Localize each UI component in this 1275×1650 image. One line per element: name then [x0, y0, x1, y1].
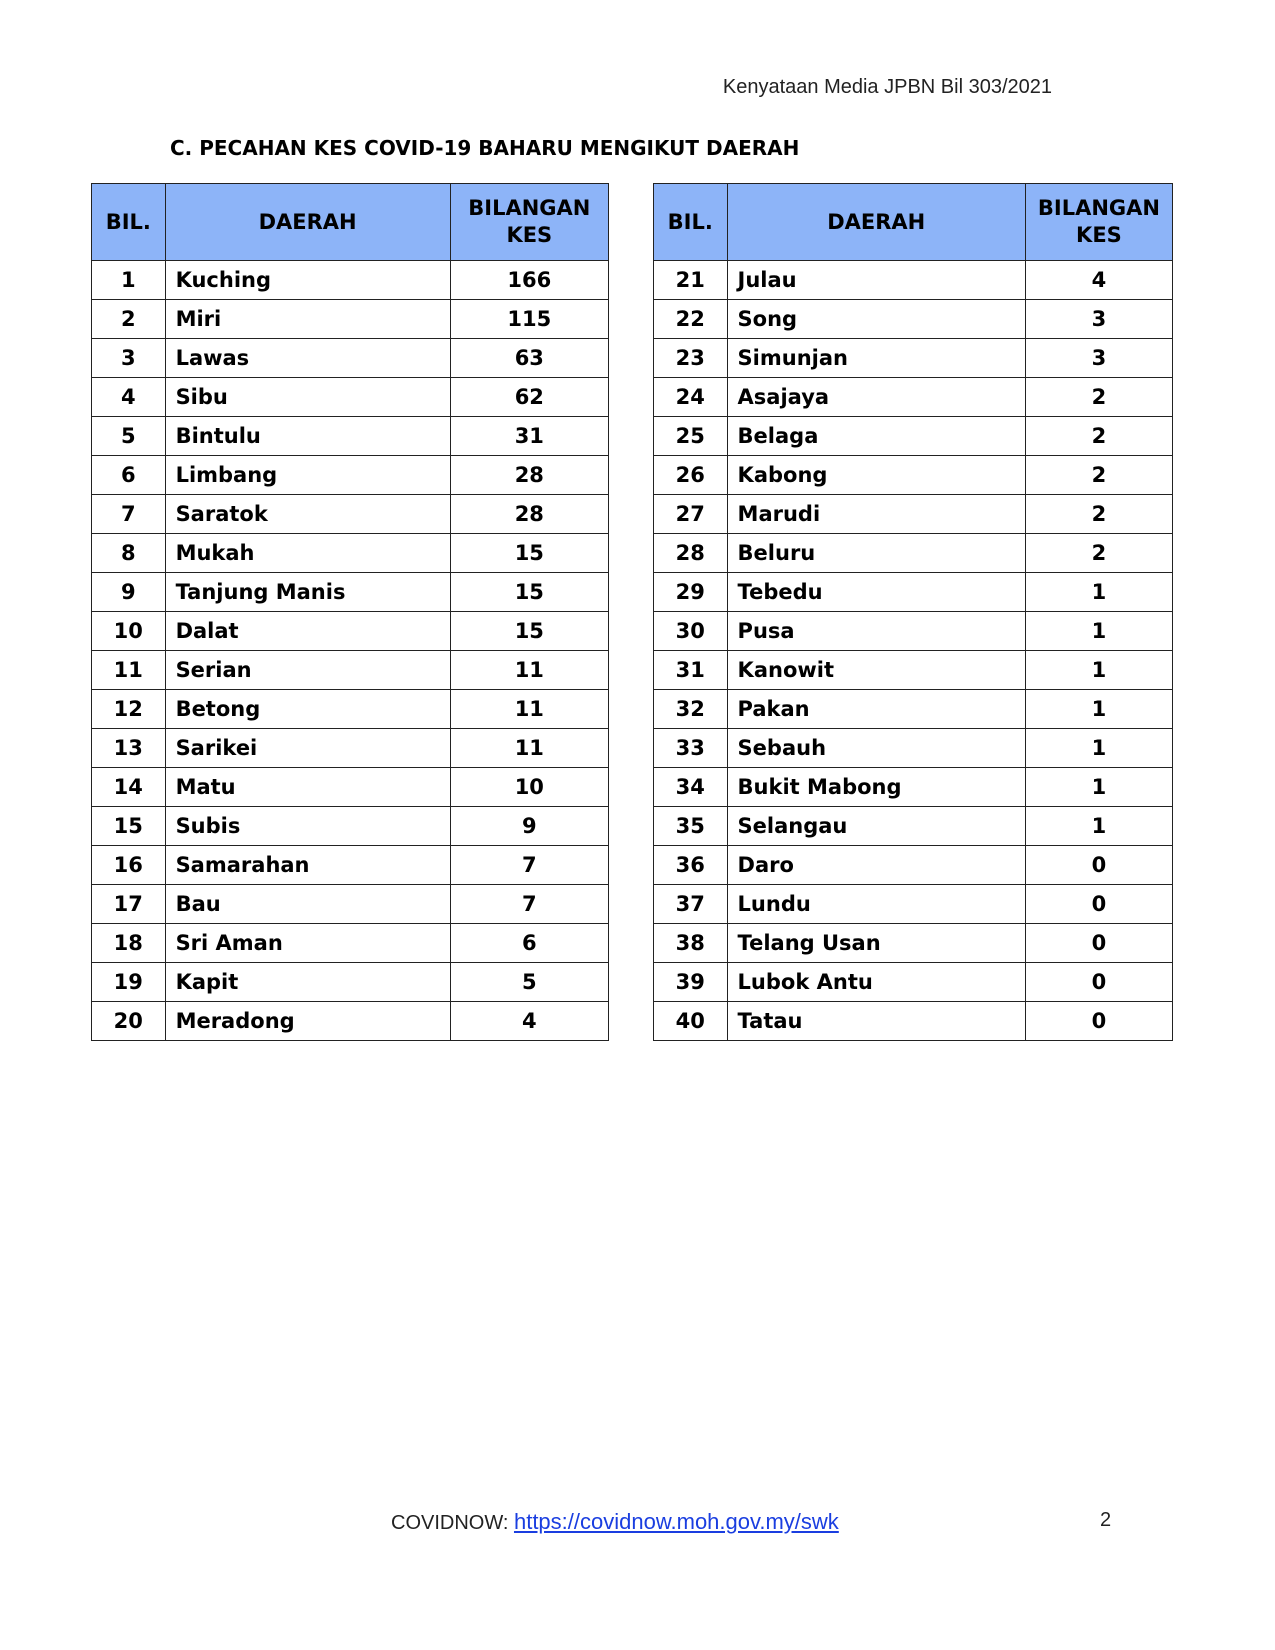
row-number-cell: 14 [92, 768, 166, 807]
case-count-cell: 2 [1025, 456, 1172, 495]
page-number: 2 [1100, 1509, 1112, 1531]
district-name-cell: Simunjan [727, 339, 1025, 378]
table-row [654, 534, 1173, 573]
row-number-cell: 3 [92, 339, 166, 378]
row-number-cell: 33 [654, 729, 728, 768]
district-name-cell: Kapit [165, 963, 450, 1002]
column-header-bilangan-line2: KES [506, 223, 553, 247]
case-count-cell: 1 [1025, 612, 1172, 651]
column-header-bilangan-kes [450, 184, 608, 261]
row-number-cell: 18 [92, 924, 166, 963]
case-count-cell: 1 [1025, 690, 1172, 729]
district-name-cell: Limbang [165, 456, 450, 495]
row-number-cell: 19 [92, 963, 166, 1002]
table-row [654, 495, 1173, 534]
district-name-cell: Tebedu [727, 573, 1025, 612]
district-name-cell: Sri Aman [165, 924, 450, 963]
case-count-cell: 2 [1025, 417, 1172, 456]
district-name-cell: Kanowit [727, 651, 1025, 690]
district-name-cell: Belaga [727, 417, 1025, 456]
district-name-cell: Kuching [165, 261, 450, 300]
table-row [92, 339, 609, 378]
case-count-cell: 10 [450, 768, 608, 807]
row-number-cell: 36 [654, 846, 728, 885]
table-row [92, 261, 609, 300]
case-count-cell: 62 [450, 378, 608, 417]
district-name-cell: Song [727, 300, 1025, 339]
case-count-cell: 28 [450, 456, 608, 495]
table-row [92, 963, 609, 1002]
footer-label: COVIDNOW: [391, 1512, 514, 1534]
case-count-cell: 15 [450, 612, 608, 651]
row-number-cell: 40 [654, 1002, 728, 1041]
case-count-cell: 115 [450, 300, 608, 339]
column-header-bilangan-kes [1025, 184, 1172, 261]
case-count-cell: 6 [450, 924, 608, 963]
row-number-cell: 24 [654, 378, 728, 417]
district-name-cell: Tanjung Manis [165, 573, 450, 612]
district-name-cell: Bau [165, 885, 450, 924]
table-row [654, 690, 1173, 729]
column-header-bilangan-line1: BILANGAN [468, 196, 591, 220]
table-row [654, 612, 1173, 651]
table-row [92, 690, 609, 729]
table-row [654, 417, 1173, 456]
district-name-cell: Lundu [727, 885, 1025, 924]
row-number-cell: 26 [654, 456, 728, 495]
case-count-cell: 11 [450, 690, 608, 729]
district-name-cell: Lubok Antu [727, 963, 1025, 1002]
table-row [654, 261, 1173, 300]
case-count-cell: 15 [450, 573, 608, 612]
row-number-cell: 2 [92, 300, 166, 339]
district-name-cell: Miri [165, 300, 450, 339]
table-row [92, 456, 609, 495]
row-number-cell: 32 [654, 690, 728, 729]
row-number-cell: 12 [92, 690, 166, 729]
case-count-cell: 4 [450, 1002, 608, 1041]
case-count-cell: 1 [1025, 573, 1172, 612]
case-count-cell: 11 [450, 729, 608, 768]
case-count-cell: 0 [1025, 885, 1172, 924]
district-name-cell: Mukah [165, 534, 450, 573]
district-name-cell: Daro [727, 846, 1025, 885]
case-count-cell: 166 [450, 261, 608, 300]
district-name-cell: Serian [165, 651, 450, 690]
table-row [92, 300, 609, 339]
row-number-cell: 9 [92, 573, 166, 612]
table-row [654, 963, 1173, 1002]
row-number-cell: 37 [654, 885, 728, 924]
case-count-cell: 4 [1025, 261, 1172, 300]
table-row [654, 807, 1173, 846]
row-number-cell: 13 [92, 729, 166, 768]
case-count-cell: 0 [1025, 1002, 1172, 1041]
section-title: C. PECAHAN KES COVID-19 BAHARU MENGIKUT DAERAH [170, 136, 800, 160]
row-number-cell: 8 [92, 534, 166, 573]
table-row [92, 768, 609, 807]
column-header-bilangan-line2: KES [1076, 223, 1122, 247]
district-name-cell: Saratok [165, 495, 450, 534]
row-number-cell: 15 [92, 807, 166, 846]
case-count-cell: 1 [1025, 729, 1172, 768]
table-row [654, 300, 1173, 339]
district-name-cell: Pakan [727, 690, 1025, 729]
case-count-cell: 11 [450, 651, 608, 690]
table-row [654, 885, 1173, 924]
district-name-cell: Beluru [727, 534, 1025, 573]
row-number-cell: 1 [92, 261, 166, 300]
row-number-cell: 16 [92, 846, 166, 885]
column-header-daerah: DAERAH [727, 184, 1025, 261]
district-table-right-body [654, 261, 1173, 1041]
case-count-cell: 1 [1025, 651, 1172, 690]
table-row [92, 651, 609, 690]
row-number-cell: 34 [654, 768, 728, 807]
case-count-cell: 0 [1025, 924, 1172, 963]
footer [391, 1509, 839, 1535]
table-row [654, 339, 1173, 378]
table-row [92, 573, 609, 612]
district-name-cell: Subis [165, 807, 450, 846]
table-row [654, 768, 1173, 807]
table-row [92, 846, 609, 885]
case-count-cell: 63 [450, 339, 608, 378]
case-count-cell: 28 [450, 495, 608, 534]
table-row [92, 612, 609, 651]
district-name-cell: Dalat [165, 612, 450, 651]
district-table-left-body [92, 261, 609, 1041]
district-name-cell: Bukit Mabong [727, 768, 1025, 807]
district-name-cell: Tatau [727, 1002, 1025, 1041]
district-name-cell: Telang Usan [727, 924, 1025, 963]
case-count-cell: 5 [450, 963, 608, 1002]
district-name-cell: Sarikei [165, 729, 450, 768]
district-name-cell: Julau [727, 261, 1025, 300]
row-number-cell: 39 [654, 963, 728, 1002]
row-number-cell: 28 [654, 534, 728, 573]
district-table-right [653, 183, 1173, 1041]
case-count-cell: 31 [450, 417, 608, 456]
row-number-cell: 35 [654, 807, 728, 846]
row-number-cell: 17 [92, 885, 166, 924]
district-name-cell: Betong [165, 690, 450, 729]
row-number-cell: 21 [654, 261, 728, 300]
case-count-cell: 15 [450, 534, 608, 573]
covidnow-link[interactable]: https://covidnow.moh.gov.my/swk [513, 1509, 839, 1534]
case-count-cell: 7 [450, 885, 608, 924]
table-row [92, 924, 609, 963]
column-header-bil: BIL. [654, 184, 728, 261]
district-name-cell: Samarahan [165, 846, 450, 885]
district-name-cell: Selangau [727, 807, 1025, 846]
district-table-left [91, 183, 609, 1041]
case-count-cell: 1 [1025, 807, 1172, 846]
case-count-cell: 2 [1025, 534, 1172, 573]
case-count-cell: 2 [1025, 378, 1172, 417]
table-row [92, 417, 609, 456]
table-header-row [654, 184, 1173, 261]
case-count-cell: 0 [1025, 846, 1172, 885]
district-name-cell: Lawas [165, 339, 450, 378]
table-row [654, 456, 1173, 495]
table-row [654, 651, 1173, 690]
row-number-cell: 7 [92, 495, 166, 534]
row-number-cell: 5 [92, 417, 166, 456]
row-number-cell: 27 [654, 495, 728, 534]
table-row [92, 495, 609, 534]
table-row [654, 924, 1173, 963]
row-number-cell: 22 [654, 300, 728, 339]
table-row [654, 1002, 1173, 1041]
district-name-cell: Sibu [165, 378, 450, 417]
district-name-cell: Matu [165, 768, 450, 807]
district-name-cell: Asajaya [727, 378, 1025, 417]
row-number-cell: 29 [654, 573, 728, 612]
case-count-cell: 9 [450, 807, 608, 846]
document-reference: Kenyataan Media JPBN Bil 303/2021 [722, 76, 1052, 98]
case-count-cell: 0 [1025, 963, 1172, 1002]
table-row [92, 885, 609, 924]
column-header-daerah: DAERAH [165, 184, 450, 261]
row-number-cell: 25 [654, 417, 728, 456]
table-row [654, 846, 1173, 885]
case-count-cell: 3 [1025, 300, 1172, 339]
row-number-cell: 10 [92, 612, 166, 651]
column-header-bilangan-line1: BILANGAN [1037, 196, 1160, 220]
district-name-cell: Pusa [727, 612, 1025, 651]
row-number-cell: 38 [654, 924, 728, 963]
table-row [654, 729, 1173, 768]
table-row [92, 729, 609, 768]
table-row [654, 378, 1173, 417]
row-number-cell: 20 [92, 1002, 166, 1041]
row-number-cell: 6 [92, 456, 166, 495]
row-number-cell: 11 [92, 651, 166, 690]
district-name-cell: Bintulu [165, 417, 450, 456]
row-number-cell: 4 [92, 378, 166, 417]
case-count-cell: 1 [1025, 768, 1172, 807]
district-name-cell: Kabong [727, 456, 1025, 495]
row-number-cell: 23 [654, 339, 728, 378]
district-name-cell: Sebauh [727, 729, 1025, 768]
district-name-cell: Marudi [727, 495, 1025, 534]
case-count-cell: 2 [1025, 495, 1172, 534]
case-count-cell: 3 [1025, 339, 1172, 378]
row-number-cell: 30 [654, 612, 728, 651]
case-count-cell: 7 [450, 846, 608, 885]
table-row [92, 378, 609, 417]
table-row [92, 807, 609, 846]
table-row [92, 534, 609, 573]
table-header-row [92, 184, 609, 261]
table-row [92, 1002, 609, 1041]
column-header-bil: BIL. [92, 184, 166, 261]
district-name-cell: Meradong [165, 1002, 450, 1041]
table-row [654, 573, 1173, 612]
row-number-cell: 31 [654, 651, 728, 690]
